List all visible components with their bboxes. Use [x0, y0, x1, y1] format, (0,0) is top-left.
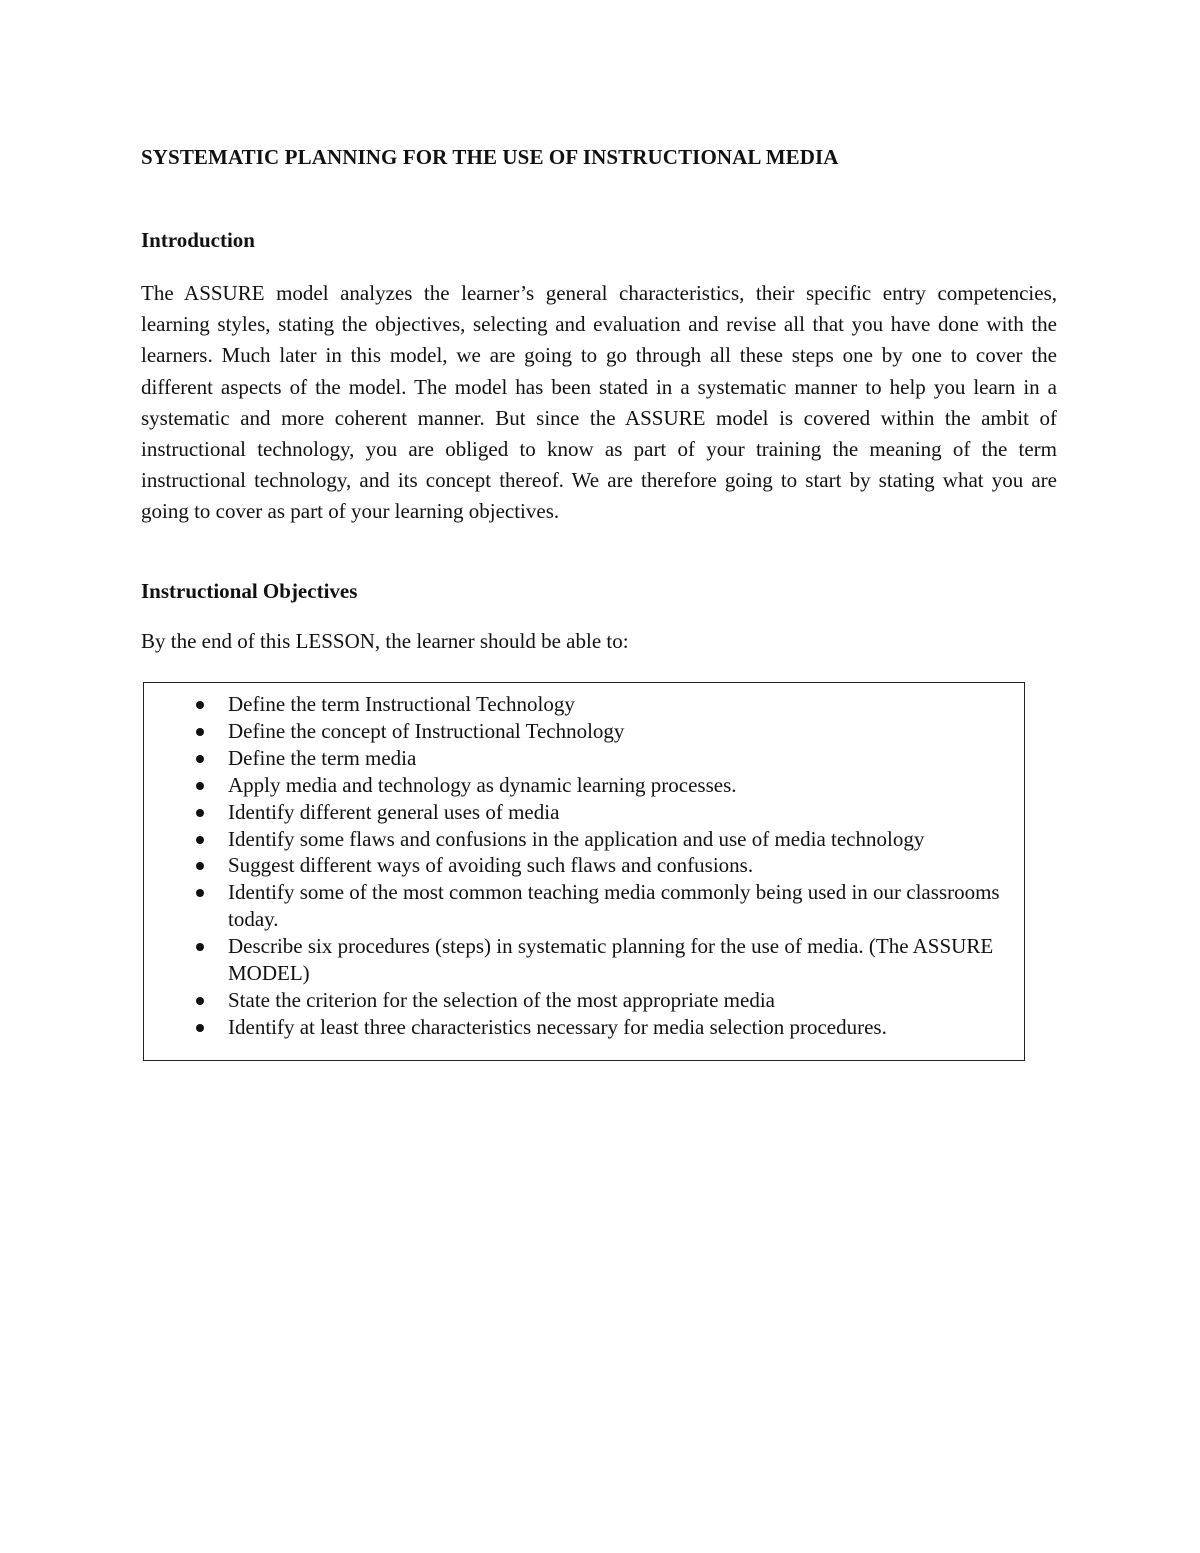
objective-text: State the criterion for the selection of the most appropriate media	[228, 987, 775, 1012]
bullet-icon	[196, 1024, 204, 1032]
objective-item	[192, 987, 1022, 1014]
objective-item	[192, 826, 1022, 853]
bullet-icon	[196, 728, 204, 736]
objective-item	[192, 691, 1022, 718]
objective-text: Define the concept of Instructional Technology	[228, 718, 625, 743]
objective-text: Identify different general uses of media	[228, 799, 560, 824]
bullet-icon	[196, 836, 204, 844]
document-title: SYSTEMATIC PLANNING FOR THE USE OF INSTRUCTIONAL MEDIA	[141, 145, 839, 169]
objective-item	[192, 799, 1022, 826]
objective-text: Apply media and technology as dynamic learning processes.	[228, 772, 737, 797]
objective-text: Suggest different ways of avoiding such flaws and confusions.	[228, 853, 754, 878]
objective-text: Identify some of the most common teaching media commonly being used in our classrooms today.	[228, 880, 1000, 932]
objectives-heading: Instructional Objectives	[141, 579, 358, 603]
introduction-heading: Introduction	[141, 228, 255, 252]
bullet-icon	[196, 889, 204, 897]
objective-text: Identify at least three characteristics necessary for media selection procedures.	[228, 1014, 887, 1039]
bullet-icon	[196, 701, 204, 709]
objectives-lead-text: By the end of this LESSON, the learner should be able to:	[141, 629, 629, 653]
objective-item	[192, 933, 1022, 987]
bullet-icon	[196, 943, 204, 951]
bullet-icon	[196, 809, 204, 817]
objective-text: Define the term Instructional Technology	[228, 692, 575, 716]
objective-item	[192, 1014, 1022, 1041]
objective-item	[192, 852, 1022, 879]
bullet-icon	[196, 782, 204, 790]
bullet-icon	[196, 862, 204, 870]
bullet-icon	[196, 997, 204, 1005]
objective-item	[192, 772, 1022, 799]
objective-item	[192, 745, 1022, 772]
objectives-list	[192, 691, 1022, 1041]
introduction-paragraph: The ASSURE model analyzes the learner’s general characteristics, their specific entry competencies, learning styles, stating the objectives, selecting and evaluation and revise all that you have done with the learners. Much later in this model, we are going to go through all these steps one by one to cover the different aspects of the model. The model has been stated in a systematic manner to help you learn in a systematic and more coherent manner. But since the ASSURE model is covered within the ambit of instructional technology, you are obliged to know as part of your training the meaning of the term instructional technology, and its concept thereof. We are therefore going to start by stating what you are going to cover as part of your learning objectives.	[141, 281, 1057, 524]
bullet-icon	[196, 755, 204, 763]
objective-text: Identify some flaws and confusions in the application and use of media technology	[228, 826, 925, 851]
objective-item	[192, 718, 1022, 745]
objective-text: Define the term media	[228, 745, 417, 770]
objectives-box	[143, 682, 1025, 1061]
objective-text: Describe six procedures (steps) in systematic planning for the use of media. (The ASSURE MODEL)	[228, 934, 994, 986]
objective-item	[192, 879, 1022, 933]
